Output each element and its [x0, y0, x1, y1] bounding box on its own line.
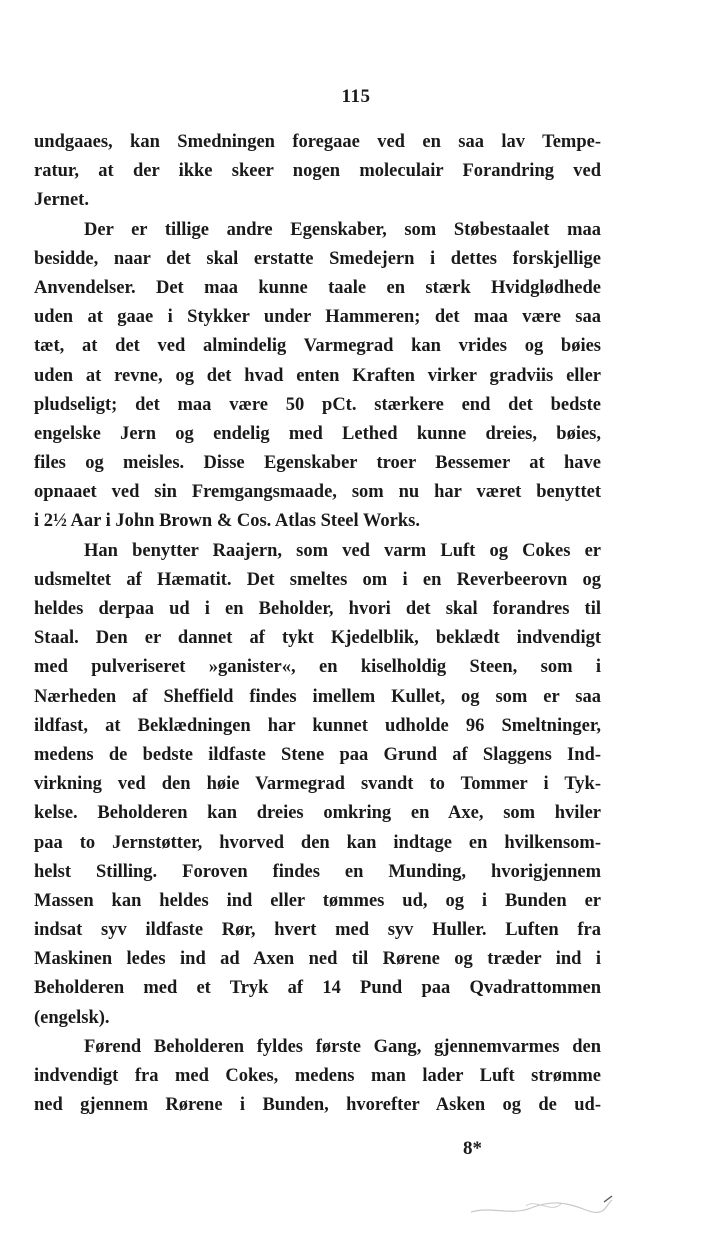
text-line: Beholderen med et Tryk af 14 Pund paa Qvadrattommen: [34, 978, 601, 999]
signature-mark: 8*: [463, 1138, 482, 1159]
text-line: udsmeltet af Hæmatit. Det smeltes om i en Reverbeerovn og: [34, 569, 601, 590]
text-line: engelske Jern og endelig med Lethed kunne dreies, bøies,: [34, 423, 601, 444]
text-line: paa to Jernstøtter, hvorved den kan indtage en hvilkensom-: [34, 832, 601, 853]
text-line: indvendigt fra med Cokes, medens man lader Luft strømme: [34, 1066, 601, 1086]
text-line: ratur, at der ikke skeer nogen moleculair Forandring ved: [34, 161, 601, 182]
text-line: tæt, at det ved almindelig Varmegrad kan vrides og bøies: [34, 336, 601, 357]
text-line: helst Stilling. Foroven findes en Munding, hvorigjennem: [34, 861, 601, 882]
text-line: Massen kan heldes ind eller tømmes ud, og i Bunden er: [34, 890, 601, 911]
text-line: medens de bedste ildfaste Stene paa Grund af Slaggens Ind-: [34, 744, 601, 765]
text-line: (engelsk).: [34, 1007, 110, 1028]
text-line: uden at revne, og det hvad enten Kraften virker gradviis eller: [34, 365, 601, 386]
text-line: kelse. Beholderen kan dreies omkring en Axe, som hviler: [34, 803, 601, 824]
text-line: i 2½ Aar i John Brown & Cos. Atlas Steel Works.: [34, 511, 420, 532]
text-line: virkning ved den høie Varmegrad svandt to Tommer i Tyk-: [34, 774, 601, 795]
text-line: Anvendelser. Det maa kunne taale en stærk Hvidglødhede: [34, 277, 601, 298]
text-line: besidde, naar det skal erstatte Smedejern i dettes forskjellige: [34, 248, 601, 269]
text-line: Førend Beholderen fyldes første Gang, gjennemvarmes den: [84, 1036, 601, 1057]
text-line: heldes derpaa ud i en Beholder, hvori det skal forandres til: [34, 599, 601, 619]
text-line: Maskinen ledes ind ad Axen ned til Rørene og træder ind i: [34, 949, 601, 970]
text-line: ned gjennem Rørene i Bunden, hvorefter Asken og de ud-: [34, 1095, 601, 1116]
text-line: uden at gaae i Stykker under Hammeren; det maa være saa: [34, 307, 601, 328]
body-text: [34, 128, 601, 1120]
text-line: indsat syv ildfaste Rør, hvert med syv Huller. Luften fra: [34, 920, 601, 941]
text-line: opnaaet ved sin Fremgangsmaade, som nu har været benyttet: [34, 482, 601, 503]
text-line: files og meisles. Disse Egenskaber troer Bessemer at have: [34, 453, 601, 474]
text-line: pludseligt; det maa være 50 pCt. stærkere end det bedste: [34, 394, 601, 415]
text-line: undgaaes, kan Smedningen foregaae ved en saa lav Tempe-: [34, 132, 601, 152]
text-line: Der er tillige andre Egenskaber, som Støbestaalet maa: [84, 219, 601, 240]
text-line: Han benytter Raajern, som ved varm Luft og Cokes er: [84, 540, 601, 561]
text-line: Staal. Den er dannet af tykt Kjedelblik, beklædt indvendigt: [34, 628, 601, 649]
text-line: Nærheden af Sheffield findes imellem Kullet, og som er saa: [34, 686, 601, 707]
page-number: 115: [341, 86, 371, 107]
library-stamp-icon: [466, 1192, 616, 1222]
text-line: ildfast, at Beklædningen har kunnet udholde 96 Smeltninger,: [34, 715, 601, 736]
text-line: Jernet.: [34, 190, 89, 211]
text-line: med pulveriseret »ganister«, en kiselholdig Steen, som i: [34, 657, 601, 678]
